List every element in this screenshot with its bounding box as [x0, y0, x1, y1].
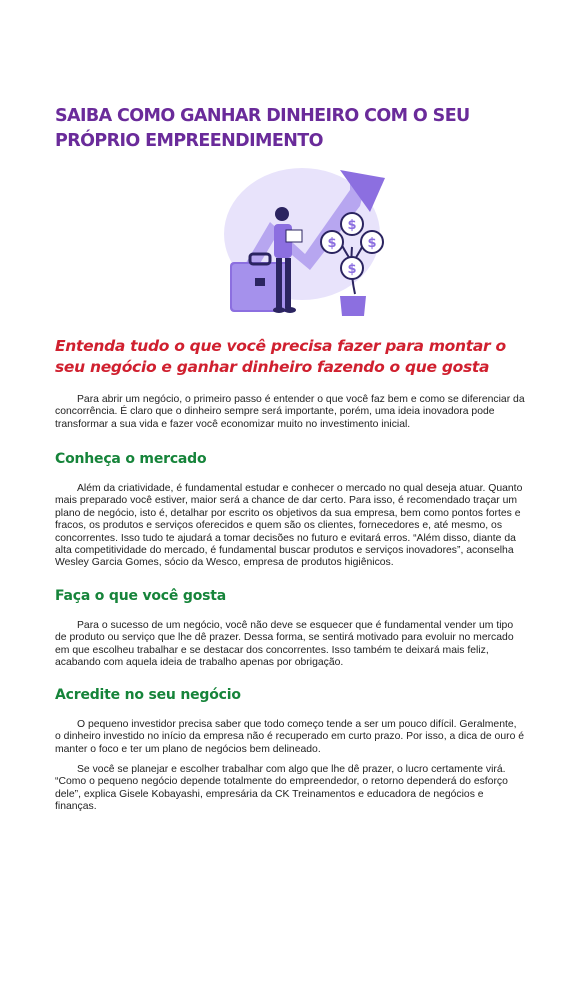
section-paragraph: Se você se planejar e escolher trabalhar com algo que lhe dê prazer, o lucro certamente virá. “Como o pequeno negócio depende totalmente do empreendedor, o retorno dependerá do esforço dele”, explica Gisele Kobayashi, empresária da CK Treinamentos e educadora de negócios e finanças. — [55, 764, 508, 813]
section-paragraph: O pequeno investidor precisa saber que todo começo tende a ser um pouco difícil. Geralmente, o dinheiro investido no início da empresa não é recuperado em curto prazo. Por isso, a dica de ouro é manter o foco e ter um plano de negócios bem delineado. — [55, 719, 525, 755]
article-subtitle: Entenda tudo o que você precisa fazer para montar o seu negócio e ganhar dinheiro fazendo o que gosta — [55, 337, 506, 376]
section-paragraph: Para o sucesso de um negócio, você não deve se esquecer que é fundamental vender um tipo de produto ou serviço que lhe dê prazer. Dessa forma, se sentirá motivado para evoluir no mercado em que escolheu trabalhar e se destacar dos concorrentes. Isso também te deixará mais feliz, acabando com aquela ideia de trabalho apenas por obrigação. — [55, 620, 514, 669]
section-heading-acredite-no-seu-negocio: Acredite no seu negócio — [55, 687, 241, 703]
svg-text:$: $ — [327, 236, 337, 251]
svg-text:$: $ — [347, 218, 357, 233]
business-growth-illustration — [210, 162, 400, 322]
section-heading-faca-o-que-voce-gosta: Faça o que você gosta — [55, 588, 226, 604]
section-paragraph: Além da criatividade, é fundamental estudar e conhecer o mercado no qual deseja atuar. Quanto mais preparado você estiver, maior será a chance de dar certo. Para isso, é recomendado traçar um plano de negócio, isto é, detalhar por escrito os objetivos da sua empresa, bem como pontos fortes e fracos, os produtos e serviços oferecidos e quem são os clientes, fornecedores e, até mesmo, os concorrentes. Isso tudo te ajudará a tomar decisões no futuro e evitará erros. “Além disso, diante da alta competitividade do mercado, é fundamental buscar produtos e serviços inovadores”, aconselha Wesley Garcia Gomes, sócio da Wesco, empresa de produtos higiênicos. — [55, 483, 523, 569]
svg-text:$: $ — [367, 236, 377, 251]
page-title: SAIBA COMO GANHAR DINHEIRO COM O SEU PRÓPRIO EMPREENDIMENTO — [55, 106, 470, 151]
section-heading-conheca-o-mercado: Conheça o mercado — [55, 451, 207, 467]
intro-paragraph: Para abrir um negócio, o primeiro passo é entender o que você faz bem e como se diferenciar da concorrência. É claro que o dinheiro sempre será importante, porém, uma ideia inovadora pode transformar a sua vida e fazer você economizar muito no investimento inicial. — [55, 394, 525, 430]
svg-text:$: $ — [347, 262, 357, 277]
